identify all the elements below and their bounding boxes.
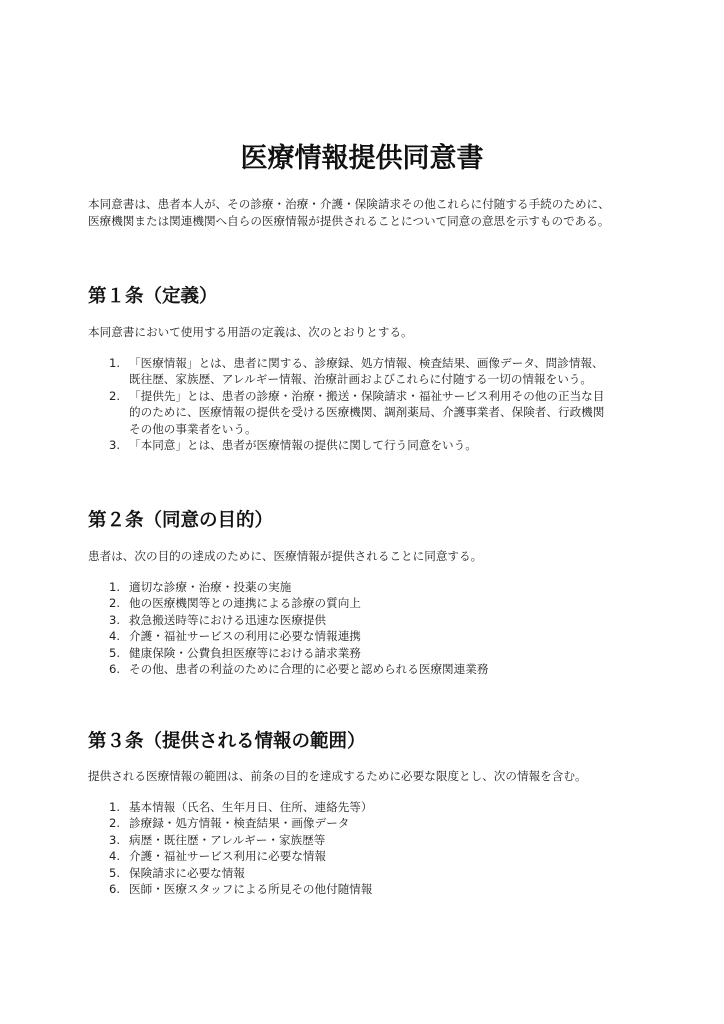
list-number: 2. bbox=[109, 388, 121, 403]
list-number: 4. bbox=[109, 629, 121, 644]
article-heading: 第２条（同意の目的） bbox=[88, 510, 274, 531]
list-number: 5. bbox=[109, 865, 121, 880]
list-text: 医師・医療スタッフによる所見その他付随情報 bbox=[129, 882, 373, 897]
list-number: 1. bbox=[109, 800, 121, 814]
list-number: 2. bbox=[109, 596, 121, 611]
scope-list bbox=[88, 799, 658, 897]
article-heading: 第３条（提供される情報の範囲） bbox=[88, 731, 366, 752]
list-item bbox=[88, 881, 658, 897]
intro-line: 医療機関または関連機関へ自らの医療情報が提供されることについて同意の意思を示すものである。 bbox=[88, 214, 610, 228]
list-number: 4. bbox=[109, 849, 121, 864]
article-2-purpose bbox=[88, 508, 658, 677]
list-text: 介護・福祉サービスの利用に必要な情報連携 bbox=[129, 629, 361, 644]
list-number: 3. bbox=[109, 832, 121, 847]
list-text: 基本情報（氏名、生年月日、住所、連絡先等） bbox=[129, 800, 373, 814]
article-1-definitions bbox=[88, 284, 658, 453]
list-text: 的のために、医療情報の提供を受ける医療機関、調剤薬局、介護事業者、保険者、行政機関 bbox=[129, 405, 605, 420]
article-lead: 本同意書において使用する用語の定義は、次のとおりとする。 bbox=[88, 325, 413, 339]
list-text: 診療録・処方情報・検査結果・画像データ bbox=[129, 816, 350, 831]
list-number: 2. bbox=[109, 816, 121, 831]
article-3-scope bbox=[88, 729, 658, 897]
list-item bbox=[88, 832, 658, 848]
list-item bbox=[88, 628, 658, 644]
list-number: 5. bbox=[109, 645, 121, 660]
list-number: 1. bbox=[109, 580, 121, 594]
list-number: 1. bbox=[109, 356, 121, 370]
list-item bbox=[88, 355, 658, 388]
list-text: 病歴・既往歴・アレルギー・家族歴等 bbox=[129, 832, 326, 847]
list-text: 救急搬送時等における迅速な医療提供 bbox=[129, 612, 327, 627]
list-item bbox=[88, 437, 658, 453]
list-item bbox=[88, 815, 658, 831]
document-title: 医療情報提供同意書 bbox=[240, 143, 484, 175]
list-number: 6. bbox=[109, 662, 121, 677]
list-text: 「提供先」とは、患者の診療・治療・搬送・保険請求・福祉サービス利用その他の正当な目 bbox=[129, 388, 605, 403]
list-item bbox=[88, 865, 658, 881]
list-item bbox=[88, 612, 658, 628]
list-text: 保険請求に必要な情報 bbox=[129, 865, 245, 880]
article-lead: 患者は、次の目的の達成のために、医療情報が提供されることに同意する。 bbox=[88, 549, 483, 563]
intro-paragraph bbox=[88, 196, 648, 230]
list-number: 3. bbox=[109, 612, 121, 627]
list-item bbox=[88, 799, 658, 815]
article-lead: 提供される医療情報の範囲は、前条の目的を達成するために必要な限度とし、次の情報を含む。 bbox=[88, 769, 587, 783]
list-item bbox=[88, 579, 658, 595]
list-item bbox=[88, 388, 658, 437]
list-number: 3. bbox=[109, 438, 121, 453]
list-item bbox=[88, 661, 658, 677]
list-text: 既往歴、家族歴、アレルギー情報、治療計画およびこれらに付随する一切の情報をいう。 bbox=[129, 372, 592, 387]
list-number: 6. bbox=[109, 882, 121, 897]
list-text: その他、患者の利益のために合理的に必要と認められる医療関連業務 bbox=[129, 662, 489, 677]
list-text: 「医療情報」とは、患者に関する、診療録、処方情報、検査結果、画像データ、問診情報、 bbox=[129, 356, 604, 370]
article-heading: 第１条（定義） bbox=[88, 286, 218, 307]
list-text: 健康保険・公費負担医療等における請求業務 bbox=[129, 645, 361, 660]
list-text: 他の医療機関等との連携による診療の質向上 bbox=[129, 596, 361, 611]
list-item bbox=[88, 645, 658, 661]
list-text: 介護・福祉サービス利用に必要な情報 bbox=[129, 849, 327, 864]
list-text: 適切な診療・治療・投薬の実施 bbox=[129, 580, 292, 594]
list-item bbox=[88, 595, 658, 611]
purpose-list bbox=[88, 579, 658, 677]
list-text: その他の事業者をいう。 bbox=[129, 421, 257, 436]
list-item bbox=[88, 848, 658, 864]
definitions-list bbox=[88, 355, 658, 453]
list-text: 「本同意」とは、患者が医療情報の提供に関して行う同意をいう。 bbox=[129, 438, 477, 453]
intro-line: 本同意書は、患者本人が、その診療・治療・介護・保険請求その他これらに付随する手続のために、 bbox=[88, 197, 610, 211]
